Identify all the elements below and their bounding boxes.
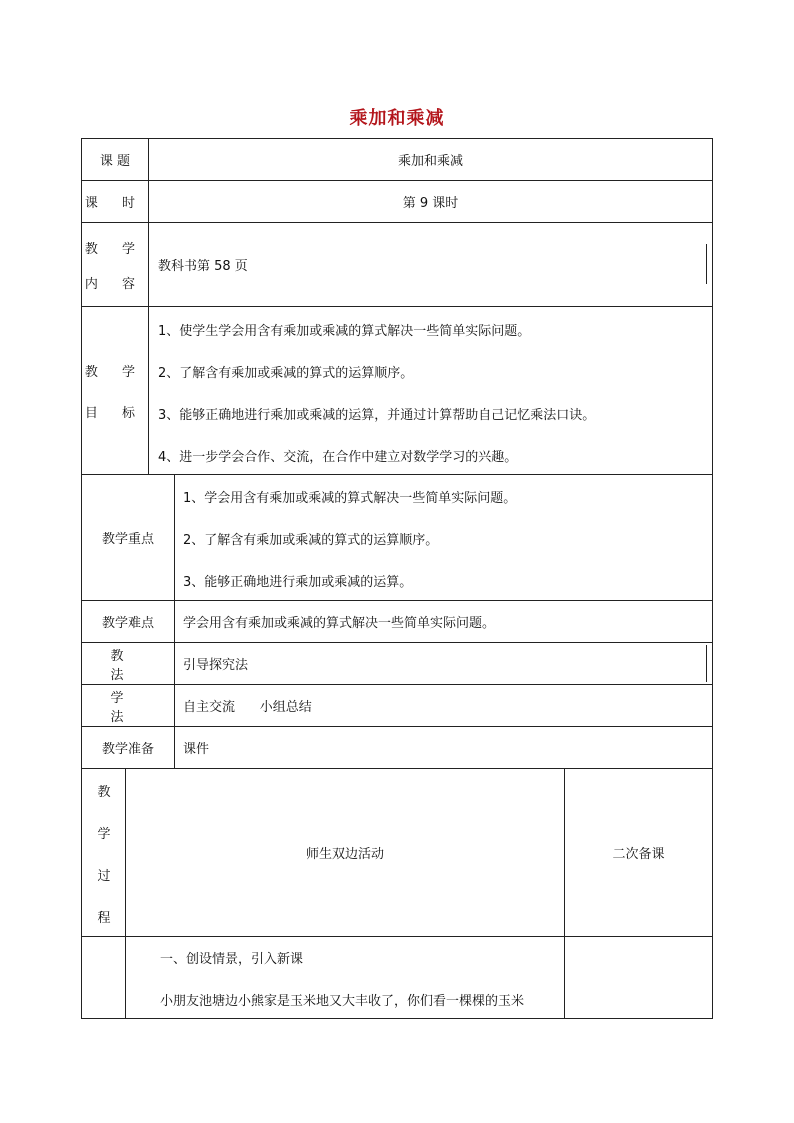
page-title: 乘加和乘减 xyxy=(349,108,445,129)
difficulty-value: 学会用含有乘加或乘减的算式解决一些简单实际问题。 xyxy=(183,616,496,631)
section-title: 一、创设情景，引入新课 xyxy=(160,952,304,967)
process-label-char-1: 教 xyxy=(97,785,111,800)
learning-method-label: 学 法 xyxy=(110,690,146,725)
teaching-method-label: 教 法 xyxy=(110,648,146,683)
key-points-label: 教学重点 xyxy=(101,532,154,547)
body-text: 小朋友池塘边小熊家是玉米地又大丰收了，你们看一棵棵的玉米 xyxy=(160,994,525,1009)
process-label-char-2: 学 xyxy=(97,827,111,842)
process-label-char-3: 过 xyxy=(97,869,111,884)
content-value: 教科书第 58 页 xyxy=(158,259,248,274)
process-label-char-4: 程 xyxy=(97,911,111,926)
teaching-method-value: 引导探究法 xyxy=(183,658,249,673)
goal-item-2: 2、了解含有乘加或乘减的算式的运算顺序。 xyxy=(158,366,414,381)
activity-header: 师生双边活动 xyxy=(305,847,384,862)
topic-label: 课 题 xyxy=(99,154,131,169)
key-point-item-1: 1、学会用含有乘加或乘减的算式解决一些简单实际问题。 xyxy=(183,491,517,506)
goal-item-1: 1、使学生学会用含有乘加或乘减的算式解决一些简单实际问题。 xyxy=(158,324,531,339)
notes-header: 二次备课 xyxy=(612,847,665,862)
period-value: 第 9 课时 xyxy=(402,196,459,211)
topic-value: 乘加和乘减 xyxy=(397,154,463,169)
goal-item-4: 4、进一步学会合作、交流，在合作中建立对数学学习的兴趣。 xyxy=(158,450,518,465)
goal-item-3: 3、能够正确地进行乘加或乘减的运算，并通过计算帮助自己记忆乘法口诀。 xyxy=(158,408,596,423)
content-label: 教 学 内 容 xyxy=(84,241,146,292)
difficulty-label: 教学难点 xyxy=(101,616,154,631)
key-point-item-3: 3、能够正确地进行乘加或乘减的运算。 xyxy=(183,575,413,590)
period-label: 课 时 xyxy=(84,196,146,211)
preparation-value: 课件 xyxy=(183,742,210,757)
preparation-label: 教学准备 xyxy=(101,742,154,757)
goals-label: 教 学 目 标 xyxy=(84,364,146,421)
learning-method-value: 自主交流 小组总结 xyxy=(183,700,312,715)
key-point-item-2: 2、了解含有乘加或乘减的算式的运算顺序。 xyxy=(183,533,439,548)
